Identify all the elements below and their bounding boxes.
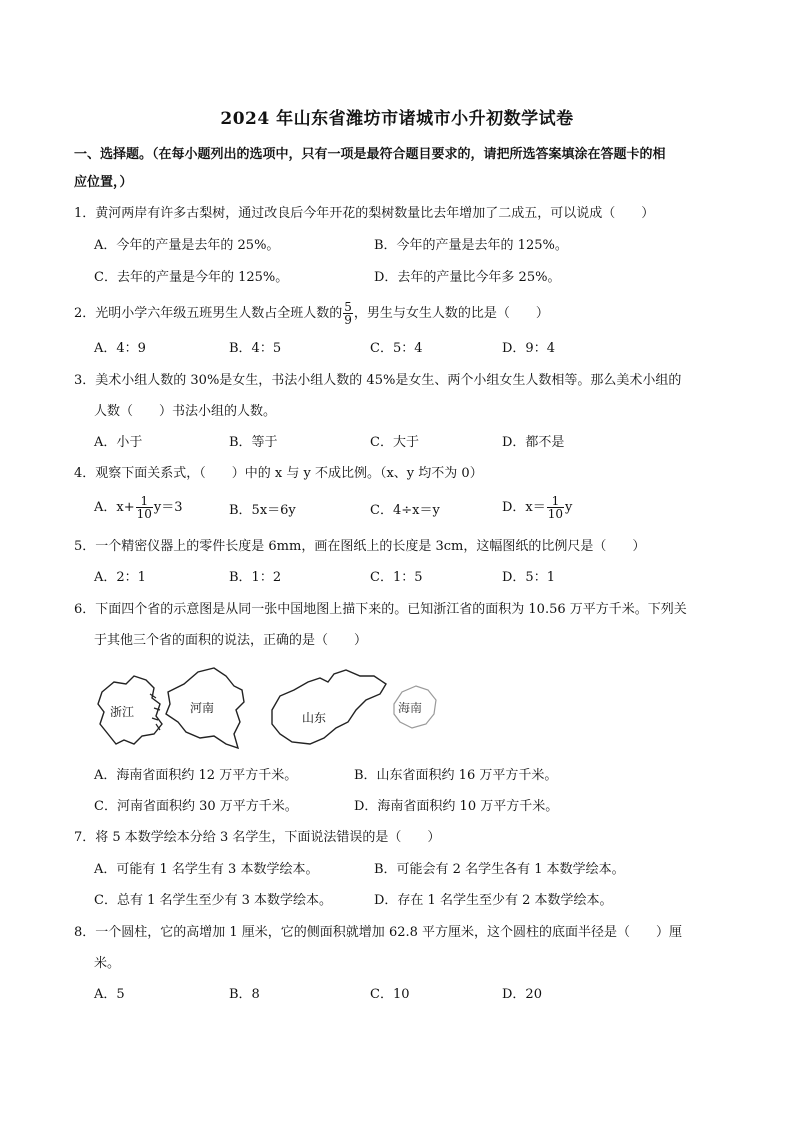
question-5-option-d[interactable]: D．5：1 xyxy=(502,570,555,585)
shandong-map-outline xyxy=(272,670,386,744)
question-7-option-c[interactable]: C．总有 1 名学生至少有 3 本数学绘本。 xyxy=(94,893,333,908)
fraction-five-ninths xyxy=(343,301,353,326)
question-5-stem: 5．一个精密仪器上的零件长度是 6mm，画在图纸上的长度是 3cm，这幅图纸的比例尺是（ ） xyxy=(74,539,646,554)
question-1-option-d[interactable]: D．去年的产量比今年多 25%。 xyxy=(374,270,561,285)
question-7-stem: 7．将 5 本数学绘本分给 3 名学生，下面说法错误的是（ ） xyxy=(74,830,441,845)
question-2-option-c[interactable]: C．5：4 xyxy=(370,341,423,356)
question-8-option-a[interactable]: A．5 xyxy=(94,987,125,1002)
question-1-option-b[interactable]: B．今年的产量是去年的 125%。 xyxy=(374,238,568,253)
q4a-after: y＝3 xyxy=(153,500,183,515)
fraction-one-tenth xyxy=(547,495,564,520)
question-2-option-a[interactable]: A．4：9 xyxy=(94,341,146,356)
question-2-stem-before: 2．光明小学六年级五班男生人数占全班人数的 xyxy=(74,306,343,321)
map-label-hainan: 海南 xyxy=(398,701,423,715)
question-7-option-b[interactable]: B．可能会有 2 名学生各有 1 本数学绘本。 xyxy=(374,862,625,877)
map-label-zhejiang: 浙江 xyxy=(110,705,135,719)
fraction-numerator: 1 xyxy=(136,495,153,508)
question-6-stem: 6．下面四个省的示意图是从同一张中国地图上描下来的。已知浙江省的面积为 10.56 万平方千米。下列关 xyxy=(74,602,687,617)
question-8-option-b[interactable]: B．8 xyxy=(229,987,260,1002)
section-heading-cont: 应位置，） xyxy=(74,175,133,190)
question-5-option-b[interactable]: B．1：2 xyxy=(229,570,282,585)
fraction-denominator: 9 xyxy=(344,313,352,327)
question-5-option-a[interactable]: A．2：1 xyxy=(94,570,146,585)
question-2-option-d[interactable]: D．9：4 xyxy=(502,341,555,356)
question-4-option-b[interactable]: B．5x＝6y xyxy=(229,503,296,518)
question-5-option-c[interactable]: C．1：5 xyxy=(370,570,423,585)
page-title: 2024 年山东省潍坊市诸城市小升初数学试卷 xyxy=(220,109,574,129)
question-8-option-d[interactable]: D．20 xyxy=(502,987,542,1002)
question-1-option-a[interactable]: A．今年的产量是去年的 25%。 xyxy=(94,238,280,253)
fraction-one-tenth xyxy=(136,495,153,520)
question-6-option-a[interactable]: A．海南省面积约 12 万平方千米。 xyxy=(94,768,298,783)
question-4-option-c[interactable]: C．4÷x＝y xyxy=(370,503,440,518)
question-1-option-c[interactable]: C．去年的产量是今年的 125%。 xyxy=(94,270,289,285)
question-2-option-b[interactable]: B．4：5 xyxy=(229,341,282,356)
map-label-henan: 河南 xyxy=(190,701,215,715)
question-3-option-d[interactable]: D．都不是 xyxy=(502,435,565,450)
question-7-option-a[interactable]: A．可能有 1 名学生有 3 本数学绘本。 xyxy=(94,862,319,877)
fraction-numerator: 5 xyxy=(344,300,352,314)
question-3-option-c[interactable]: C．大于 xyxy=(370,435,419,450)
fraction-denominator: 10 xyxy=(136,507,152,521)
question-4-option-a[interactable] xyxy=(94,495,183,520)
question-3-option-b[interactable]: B．等于 xyxy=(229,435,278,450)
question-8-stem: 8．一个圆柱，它的高增加 1 厘米，它的侧面积就增加 62.8 平方厘米，这个圆柱的底面半径是（ ）厘 xyxy=(74,925,683,940)
fraction-denominator: 10 xyxy=(547,507,564,521)
fraction-numerator: 1 xyxy=(547,495,564,508)
section-heading: 一、选择题。（在每小题列出的选项中，只有一项是最符合题目要求的，请把所选答案填涂在答题卡的相 xyxy=(74,147,666,162)
question-1-stem: 1．黄河两岸有许多古梨树，通过改良后今年开花的梨树数量比去年增加了二成五，可以说成（ ） xyxy=(74,206,655,221)
question-6-option-d[interactable]: D．海南省面积约 10 万平方千米。 xyxy=(354,799,559,814)
q4a-before: A．x+ xyxy=(94,500,135,515)
question-6-option-b[interactable]: B．山东省面积约 16 万平方千米。 xyxy=(354,768,558,783)
q4d-after: y xyxy=(565,500,573,515)
question-2-stem-after: ，男生与女生人数的比是（ ） xyxy=(353,306,549,321)
q4d-before: D．x＝ xyxy=(502,500,546,515)
question-6-stem-cont: 于其他三个省的面积的说法，正确的是（ ） xyxy=(94,633,368,648)
question-3-stem: 3．美术小组人数的 30%是女生，书法小组人数的 45%是女生、两个小组女生人数相等。那么美术小组的 xyxy=(74,373,682,388)
province-maps-figure xyxy=(94,664,444,754)
question-4-option-d[interactable] xyxy=(502,495,572,520)
question-4-stem: 4．观察下面关系式，（ ）中的 x 与 y 不成比例。（x、y 均不为 0） xyxy=(74,466,483,481)
question-6-option-c[interactable]: C．河南省面积约 30 万平方千米。 xyxy=(94,799,298,814)
question-3-option-a[interactable]: A．小于 xyxy=(94,435,143,450)
question-8-option-c[interactable]: C．10 xyxy=(370,987,410,1002)
question-8-stem-cont: 米。 xyxy=(94,956,121,971)
question-7-option-d[interactable]: D．存在 1 名学生至少有 2 本数学绘本。 xyxy=(374,893,613,908)
map-label-shandong: 山东 xyxy=(302,711,327,725)
question-2-stem xyxy=(74,301,549,326)
question-3-stem-cont: 人数（ ）书法小组的人数。 xyxy=(94,404,277,419)
